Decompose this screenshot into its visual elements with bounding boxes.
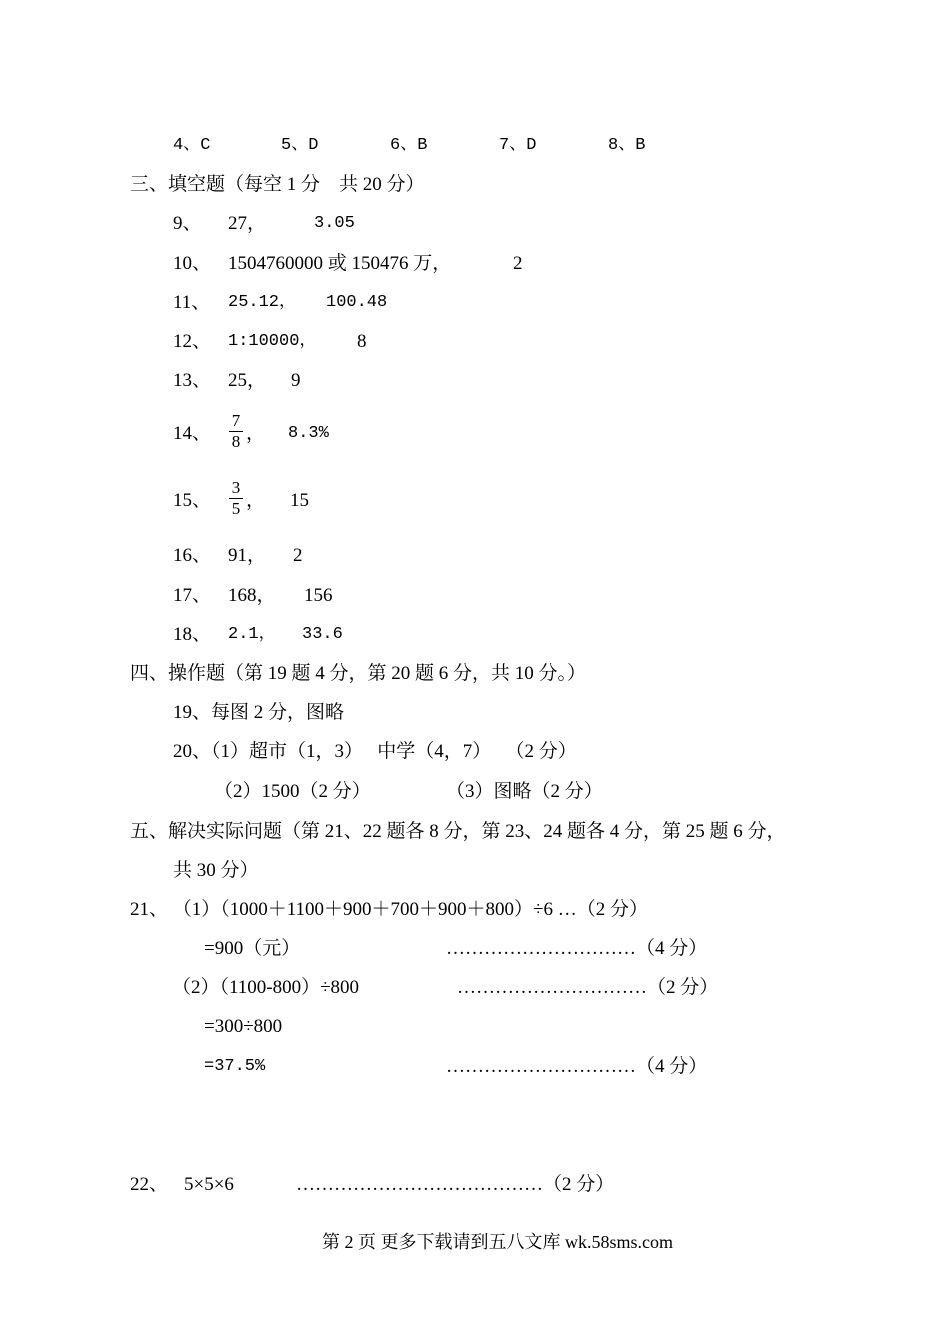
q16-answer-b: 2 (293, 545, 303, 566)
q10-answer-a: 1504760000 或 150476 万， (228, 253, 452, 274)
q20-answer-line1: 20、（1）超市（1，3） 中学（4，7） （2 分） (173, 741, 577, 762)
fraction-denominator: 5 (231, 499, 241, 518)
answer-6: 6、B (390, 136, 428, 155)
q15-fraction (229, 479, 243, 518)
q9-number: 9、 (173, 213, 202, 234)
q11-answer-b: 100.48 (326, 293, 388, 312)
q15-separator: ， (246, 490, 266, 511)
q14-fraction (229, 412, 243, 451)
section-5-title-line1: 五、解决实际问题（第 21、22 题各 8 分，第 23、24 题各 4 分，第 25 题 6 分， (130, 821, 786, 842)
q10-answer-b: 2 (513, 253, 523, 274)
fraction-numerator: 3 (231, 478, 241, 497)
q18-answer-b: 33.6 (302, 625, 343, 644)
q12-answer-b: 8 (357, 331, 367, 352)
answer-7: 7、D (499, 136, 537, 155)
q18-number: 18、 (173, 624, 212, 645)
q13-answer-a: 25， (228, 370, 267, 391)
q21-line5-score: …………………………（4 分） (446, 1056, 708, 1077)
fraction-denominator: 8 (231, 432, 241, 451)
answer-8: 8、B (608, 136, 646, 155)
section-5-title-line2: 共 30 分） (173, 860, 259, 881)
q21-line2-score: …………………………（4 分） (446, 938, 708, 959)
q22-number: 22、 (130, 1174, 169, 1195)
q10-number: 10、 (173, 253, 212, 274)
q21-line5: =37.5% (204, 1057, 266, 1076)
q11-answer-a: 25.12， (228, 293, 297, 312)
q18-answer-a: 2.1， (228, 625, 276, 644)
q16-number: 16、 (173, 545, 212, 566)
q20-answer-part3: （3）图略（2 分） (446, 781, 603, 802)
q14-answer-b: 8.3% (288, 424, 329, 443)
q16-answer-a: 91， (228, 545, 267, 566)
q17-number: 17、 (173, 585, 212, 606)
q22-expression: 5×5×6 (184, 1174, 234, 1195)
q9-answer-a: 27， (228, 213, 267, 234)
section-4-title: 四、操作题（第 19 题 4 分，第 20 题 6 分，共 10 分。） (130, 663, 587, 684)
q21-line3: （2）（1100-800）÷800 (172, 977, 360, 998)
q21-line3-score: …………………………（2 分） (457, 977, 719, 998)
fraction-numerator: 7 (231, 411, 241, 430)
q12-answer-a: 1:10000， (228, 332, 317, 351)
q15-number: 15、 (173, 490, 212, 511)
q12-number: 12、 (173, 331, 212, 352)
q17-answer-a: 168， (228, 585, 276, 606)
q20-answer-part2: （2）1500（2 分） (214, 781, 371, 802)
q17-answer-b: 156 (304, 585, 333, 606)
q13-number: 13、 (173, 370, 212, 391)
section-3-title: 三、填空题（每空 1 分 共 20 分） (130, 174, 425, 195)
page-footer: 第 2 页 更多下载请到五八文库 wk.58sms.com (322, 1232, 673, 1252)
answer-5: 5、D (281, 136, 319, 155)
q19-answer: 19、每图 2 分，图略 (173, 702, 345, 723)
q9-answer-b: 3.05 (314, 214, 355, 233)
q14-separator: ， (246, 423, 266, 444)
q21-line2: =900（元） (204, 938, 301, 959)
q11-number: 11、 (173, 292, 211, 313)
answer-4: 4、C (173, 136, 211, 155)
q13-answer-b: 9 (291, 370, 301, 391)
q21-line1: 21、 （1）（1000＋1100＋900＋700＋900＋800）÷6 …（2 分） (130, 899, 648, 920)
q15-answer-b: 15 (290, 490, 309, 511)
q14-number: 14、 (173, 423, 212, 444)
q22-score: …………………………………（2 分） (296, 1174, 615, 1195)
q21-line4: =300÷800 (204, 1016, 283, 1037)
